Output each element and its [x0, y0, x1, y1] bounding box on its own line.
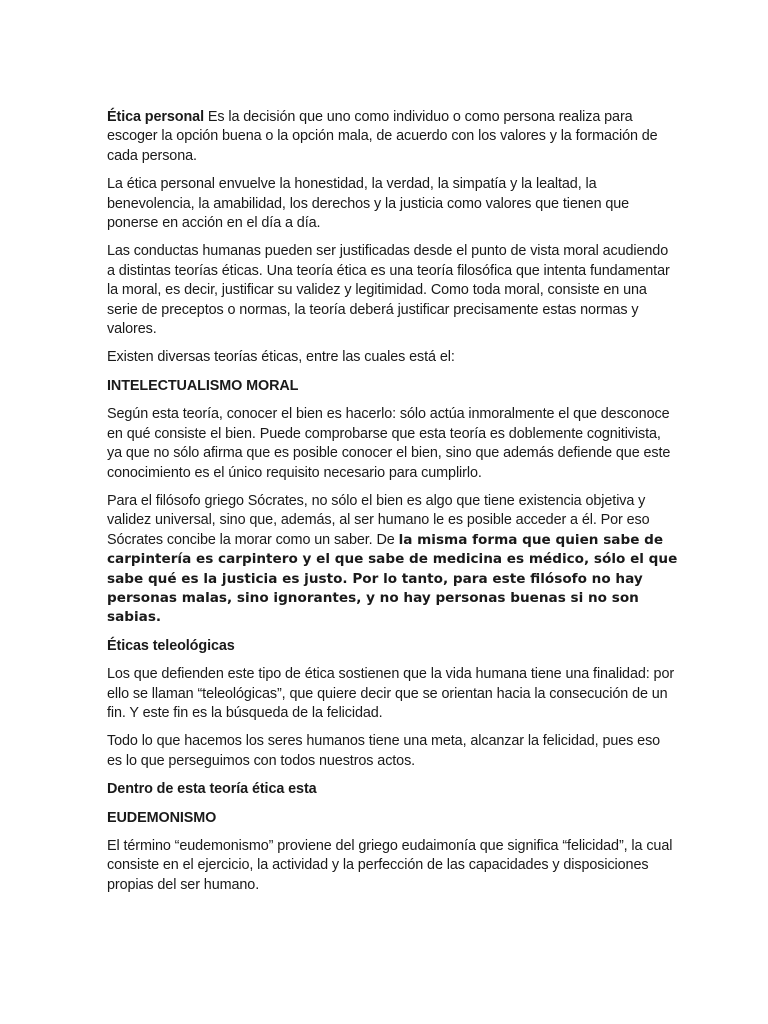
heading-intelectualismo-moral: INTELECTUALISMO MORAL	[107, 377, 299, 394]
paragraph-intelectualismo: Según esta teoría, conocer el bien es hacerlo: sólo actúa inmoralmente el que desconoce en qué consiste el bien. Puede comprobarse que esta teoría es doblemente cognitivista, ya que no sólo afirma que es posible conocer el bien, sino que además defiende que este conocimiento es el único requisito necesario para cumplirlo.	[107, 406, 671, 481]
paragraph-valores: La ética personal envuelve la honestidad, la verdad, la simpatía y la lealtad, la benevolencia, la amabilidad, los derechos y la justicia como valores que tienen que ponerse en acción en el día a día.	[107, 176, 630, 232]
socrates-text: Para el filósofo griego Sócrates, no sólo el bien es algo que tiene existencia objetiva y validez universal, sino que, además, al ser humano le es posible acceder a él. Por eso Sócrates concibe la morar como un saber. De	[107, 492, 650, 548]
paragraph-conductas-humanas: Las conductas humanas pueden ser justificadas desde el punto de vista moral acudiendo a distintas teorías éticas. Una teoría ética es una teoría filosófica que intenta fundamentar la moral, es decir, justificar su validez y legitimidad. Como toda moral, consiste en una serie de preceptos o normas, la teoría deberá justificar precisamente estas normas y valores.	[107, 243, 670, 338]
paragraph-eudemonismo: El término “eudemonismo” proviene del griego eudaimonía que significa “felicidad”, la cual consiste en el ejercicio, la actividad y la perfección de las capacidades y disposiciones propias del ser humano.	[107, 838, 673, 893]
definition-etica-personal: Es la decisión que uno como individuo o como persona realiza para escoger la opción buena o la opción mala, de acuerdo con los valores y la formación de cada persona.	[107, 109, 658, 164]
socrates-bold-text: la misma forma que quien sabe de carpintería es carpintero y el que sabe de medicina es médico, sólo el que sabe qué es la justicia es justo. Por lo tanto, para este filósofo no hay personas malas, sino ignorantes, y no hay personas buenas si no son sabias.	[107, 531, 678, 626]
paragraph-felicidad: Todo lo que hacemos los seres humanos tiene una meta, alcanzar la felicidad, pues eso es lo que perseguimos con todos nuestros actos.	[107, 733, 661, 769]
term-etica-personal: Ética personal	[107, 109, 204, 125]
paragraph-teleologicas: Los que defienden este tipo de ética sostienen que la vida humana tiene una finalidad: por ello se llaman “teleológicas”, que quiere decir que se orientan hacia la consecución de un fin. Y este fin es la búsqueda de la felicidad.	[107, 666, 675, 721]
heading-eudemonismo: EUDEMONISMO	[107, 809, 217, 826]
paragraph-teorias-intro: Existen diversas teorías éticas, entre las cuales está el:	[107, 349, 455, 366]
paragraph-etica-personal	[107, 108, 678, 166]
heading-eticas-teleologicas: Éticas teleológicas	[107, 637, 235, 654]
paragraph-socrates	[107, 492, 678, 628]
heading-dentro-teoria: Dentro de esta teoría ética esta	[107, 781, 317, 798]
